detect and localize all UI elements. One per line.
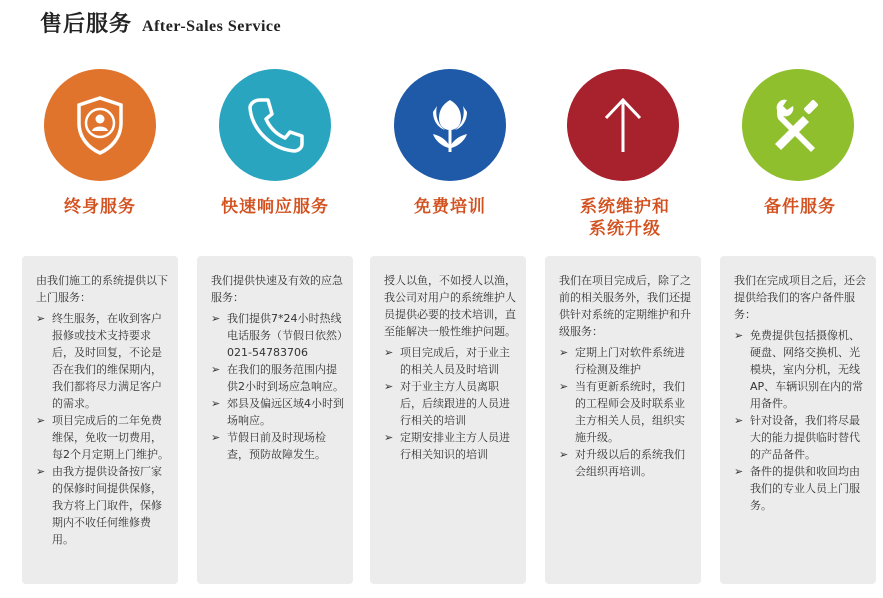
wrench-screwdriver-icon (763, 90, 833, 160)
service-icon-circle (394, 69, 506, 181)
service-icon-circle (219, 69, 331, 181)
card-intro: 授人以鱼，不如授人以渔，我公司对用户的系统维护人员提供必要的技术培训，直至能解决一般性维护问题。 (384, 274, 516, 338)
phone-icon (240, 90, 310, 160)
service-card (197, 256, 353, 584)
service-card (720, 256, 876, 584)
list-item: ➢ 对于业主方人员离职后，后续跟进的人员进行相关的培训 (384, 380, 510, 427)
card-intro: 我们提供快速及有效的应急服务： (211, 274, 343, 304)
list-item: ➢ 项目完成后，对于业主的相关人员及时培训 (384, 346, 510, 376)
list-item: ➢ 定期上门对软件系统进行检测及维护 (559, 346, 685, 376)
card-intro: 我们在项目完成后，除了之前的相关服务外，我们还提供针对系统的定期维护和升级服务： (559, 274, 691, 338)
service-title: 免费培训 (414, 197, 486, 217)
list-item: ➢ 终生服务，在收到客户报修或技术支持要求后，及时回复，不论是否在我们的维保期内，我们都将尽力满足客户的需求。 (36, 312, 162, 410)
list-item: ➢ 我们提供7*24小时热线电话服务（节假日依然）021-54783706 (211, 312, 343, 359)
list-item: ➢ 节假日前及时现场检查，预防故障发生。 (211, 431, 326, 461)
list-item: ➢ 备件的提供和收回均由我们的专业人员上门服务。 (734, 465, 860, 512)
list-item: ➢ 由我方提供设备按厂家的保修时间提供保修，我方将上门取件，保修期内不收任何维修费用。 (36, 465, 162, 546)
service-icon-circle (44, 69, 156, 181)
service-card (22, 256, 178, 584)
arrow-up-icon (588, 90, 658, 160)
list-item: ➢ 在我们的服务范围内提供2小时到场应急响应。 (211, 363, 344, 393)
tulip-icon (415, 90, 485, 160)
list-item: ➢ 郊县及偏远区域4小时到场响应。 (211, 397, 344, 427)
shield-user-icon (65, 90, 135, 160)
list-item: ➢ 免费提供包括摄像机、硬盘、网络交换机、光模块，室内分机，无线AP、车辆识别在内的常用备件。 (734, 329, 864, 410)
service-icon-circle (567, 69, 679, 181)
card-intro: 我们在完成项目之后，还会提供给我们的客户备件服务： (734, 274, 866, 321)
page-title: 售后服务 (40, 11, 133, 37)
list-item: ➢ 项目完成后的二年免费维保，免收一切费用，每2个月定期上门维护。 (36, 414, 169, 461)
service-title: 快速响应服务 (221, 197, 329, 217)
card-intro: 由我们施工的系统提供以下上门服务： (36, 274, 168, 304)
service-card (545, 256, 701, 584)
service-title: 终身服务 (64, 197, 136, 217)
page-subtitle: After-Sales Service (142, 18, 282, 35)
service-icon-circle (742, 69, 854, 181)
service-title: 备件服务 (764, 197, 836, 217)
service-title: 系统维护和 系统升级 (580, 197, 670, 239)
list-item: ➢ 定期安排业主方人员进行相关知识的培训 (384, 431, 510, 461)
service-card (370, 256, 526, 584)
list-item: ➢ 当有更新系统时，我们的工程师会及时联系业主方相关人员，组织实施升级。 (559, 380, 685, 444)
list-item: ➢ 针对设备，我们将尽最大的能力提供临时替代的产品备件。 (734, 414, 860, 461)
list-item: ➢ 对升级以后的系统我们会组织再培训。 (559, 448, 685, 478)
page-header (40, 4, 281, 38)
